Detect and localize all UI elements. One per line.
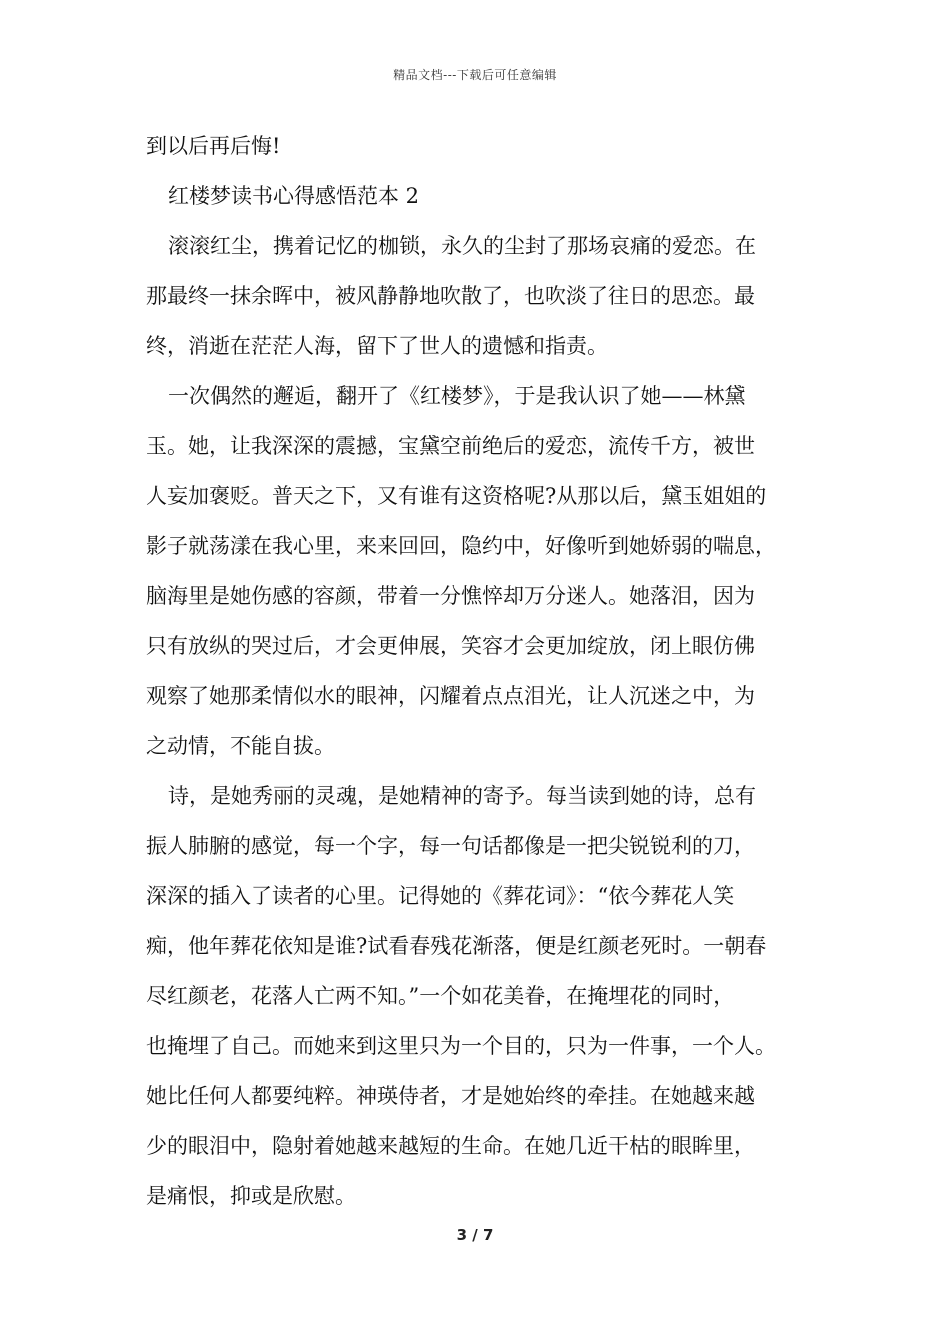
text-line: 到以后再后悔! [146, 134, 281, 158]
text-line: 脑海里是她伤感的容颜，带着一分憔悴却万分迷人。她落泪，因为 [146, 584, 755, 608]
text-line: 是痛恨，抑或是欣慰。 [146, 1184, 356, 1208]
paragraph-first-line: 一次偶然的邂逅，翻开了《红楼梦》，于是我认识了她——林黛 [168, 384, 746, 408]
text-line: 她比任何人都要纯粹。神瑛侍者，才是她始终的牵挂。在她越来越 [146, 1084, 755, 1108]
text-line: 少的眼泪中，隐射着她越来越短的生命。在她几近干枯的眼眸里， [146, 1134, 755, 1158]
text-line: 深深的插入了读者的心里。记得她的《葬花词》：“依今葬花人笑 [146, 884, 735, 908]
text-line: 痴，他年葬花依知是谁?试看春残花渐落，便是红颜老死时。一朝春 [146, 934, 767, 958]
page-header: 精品文档---下载后可任意编辑 [393, 68, 557, 82]
text-line: 振人肺腑的感觉，每一个字，每一句话都像是一把尖锐锐利的刀， [146, 834, 755, 858]
text-line: 只有放纵的哭过后，才会更伸展，笑容才会更加绽放，闭上眼仿佛 [146, 634, 755, 658]
text-line: 也掩埋了自己。而她来到这里只为一个目的，只为一件事，一个人。 [146, 1034, 776, 1058]
paragraph-first-line: 滚滚红尘，携着记忆的枷锁，永久的尘封了那场哀痛的爱恋。在 [168, 234, 756, 258]
text-line: 尽红颜老，花落人亡两不知。”一个如花美眷，在掩埋花的同时， [146, 984, 735, 1008]
text-line: 之动情，不能自拔。 [146, 734, 335, 758]
text-line: 人妄加褒贬。普天之下，又有谁有这资格呢?从那以后，黛玉姐姐的 [146, 484, 767, 508]
text-line: 影子就荡漾在我心里，来来回回，隐约中，好像听到她娇弱的喘息， [146, 534, 776, 558]
document-body [146, 128, 818, 1228]
page-number: 3 / 7 [456, 1226, 494, 1244]
text-line: 观察了她那柔情似水的眼神，闪耀着点点泪光，让人沉迷之中，为 [146, 684, 755, 708]
section-heading: 红楼梦读书心得感悟范本 2 [168, 184, 420, 208]
text-line: 终，消逝在茫茫人海，留下了世人的遗憾和指责。 [146, 334, 608, 358]
text-line: 玉。她，让我深深的震撼，宝黛空前绝后的爱恋，流传千方，被世 [146, 434, 755, 458]
paragraph-first-line: 诗，是她秀丽的灵魂，是她精神的寄予。每当读到她的诗，总有 [168, 784, 756, 808]
text-line: 那最终一抹余晖中，被风静静地吹散了，也吹淡了往日的思恋。最 [146, 284, 755, 308]
